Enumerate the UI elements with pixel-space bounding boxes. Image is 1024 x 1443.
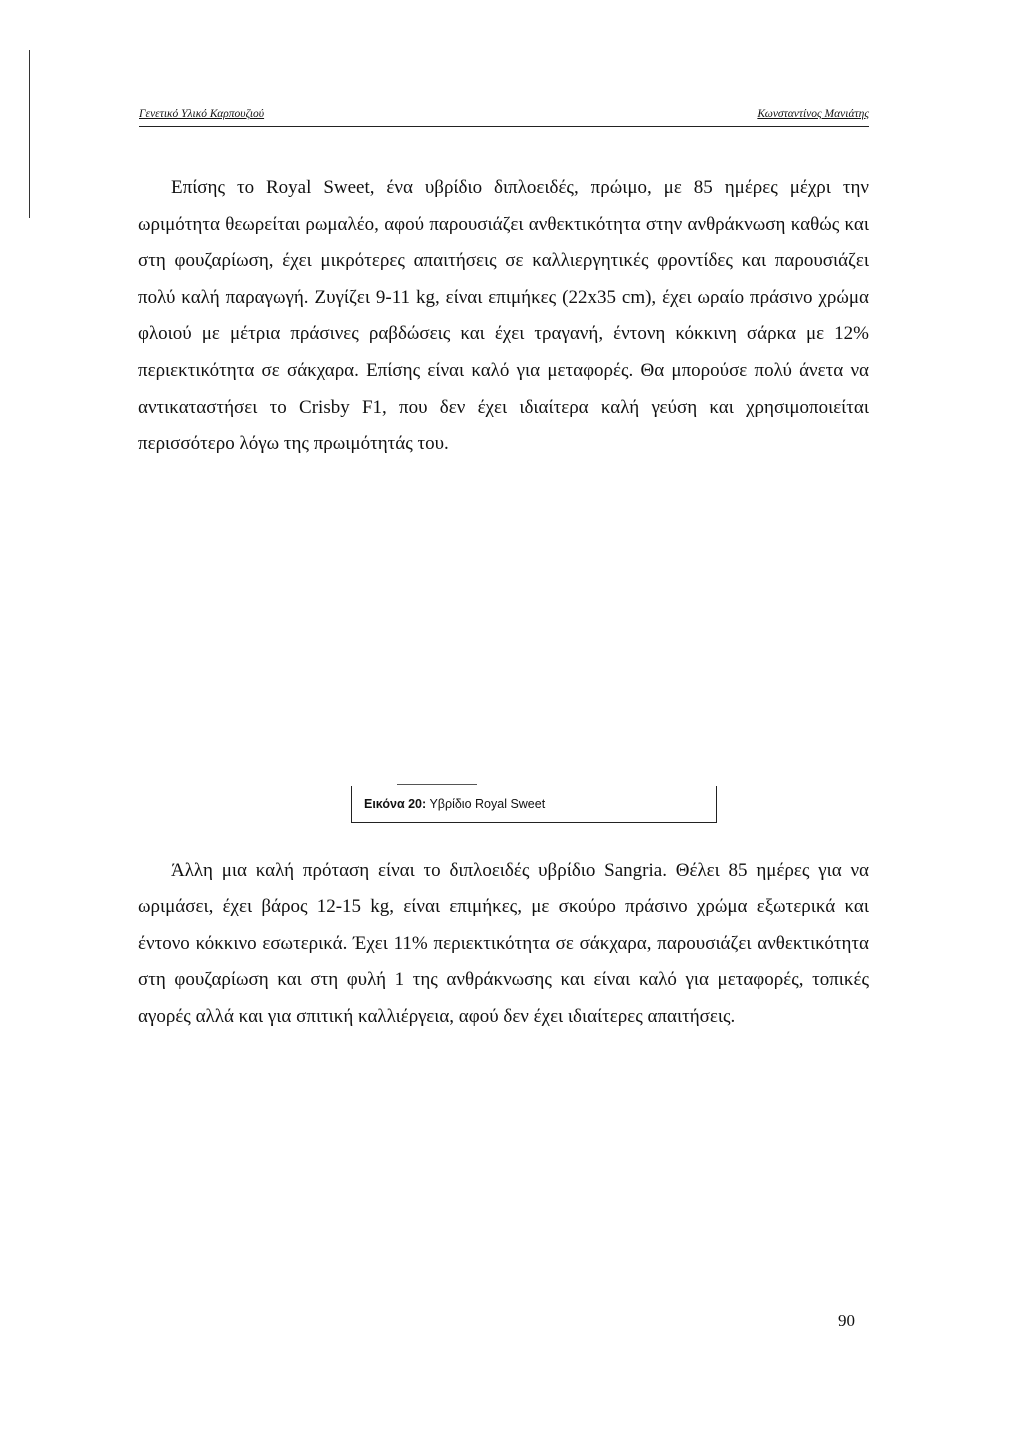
- figure-caption: [364, 797, 545, 811]
- header-author: Κωνσταντίνος Μανιάτης: [757, 108, 869, 120]
- figure-caption-box: [351, 786, 717, 823]
- figure-mark: [397, 784, 477, 785]
- figure-caption-text: Υβρίδιο Royal Sweet: [429, 797, 546, 811]
- running-header: [139, 106, 869, 127]
- paragraph-royal-sweet: Επίσης το Royal Sweet, ένα υβρίδιο διπλοειδές, πρώιμο, με 85 ημέρες μέχρι την ωριμότητα θεωρείται ρωμαλέο, αφού παρουσιάζει ανθεκτικότητα στην ανθράκνωση καθώς και στη φουζαρίωση, έχει μικρότερες απαιτήσεις σε καλλιεργητικές φροντίδες και παρουσιάζει πολύ καλή παραγωγή. Ζυγίζει 9-11 kg, είναι επιμήκες (22x35 cm), έχει ωραίο πράσινο χρώμα φλοιού με μέτρια πράσινες ραβδώσεις και έχει τραγανή, έντονη κόκκινη σάρκα με 12% περιεκτικότητα σε σάκχαρα. Επίσης είναι καλό για μεταφορές. Θα μπορούσε πολύ άνετα να αντικαταστήσει το Crisby F1, που δεν έχει ιδιαίτερα καλή γεύση και χρησιμοποιείται περισσότερο λόγω της πρωιμότητάς του.: [138, 177, 869, 455]
- page-number: 90: [838, 1311, 855, 1330]
- figure-label: Εικόνα 20:: [364, 797, 427, 811]
- header-title: Γενετικό Υλικό Καρπουζιού: [139, 108, 265, 120]
- margin-rule: [29, 50, 30, 218]
- paragraph-sangria: Άλλη μια καλή πρόταση είναι το διπλοειδές υβρίδιο Sangria. Θέλει 85 ημέρες για να ωριμάσει, έχει βάρος 12-15 kg, είναι επιμήκες, με σκούρο πράσινο χρώμα εξωτερικά και έντονο κόκκινο εσωτερικά. Έχει 11% περιεκτικότητα σε σάκχαρα, παρουσιάζει ανθεκτικότητα στη φουζαρίωση και στη φυλή 1 της ανθράκνωσης και είναι καλό για μεταφορές, τοπικές αγορές αλλά και για σπιτική καλλιέργεια, αφού δεν έχει ιδιαίτερες απαιτήσεις.: [138, 860, 869, 1027]
